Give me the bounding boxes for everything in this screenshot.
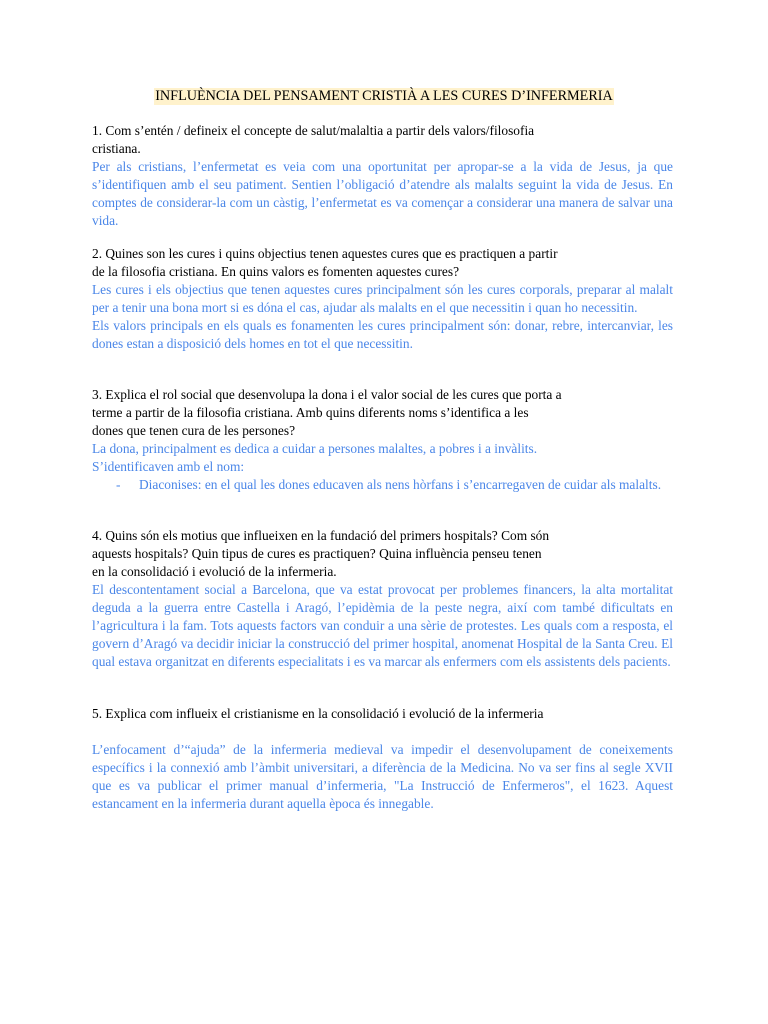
section-5 (92, 705, 673, 813)
answer-3-paragraph-2: S’identificaven amb el nom: (92, 459, 245, 474)
answer-1-paragraph: Per als cristians, l’enfermetat es veia com una oportunitat per apropar-se a la vida de Jesus, ja que s’identifiquen amb el seu patiment. Sentien l’obligació d’atendre als malalts seguint la vida de Jesus. En comptes de considerar-la com un càstig, l’enfermetat es va començar a considerar una manera de salvar una vida. (92, 159, 673, 228)
bullet-dash: - (116, 477, 121, 492)
question-1-line-1: 1. Com s’entén / defineix el concepte de salut/malaltia a partir dels valors/filosofia (92, 123, 535, 138)
question-4-line-2: aquests hospitals? Quin tipus de cures es practiquen? Quina influència penseu tenen (92, 546, 542, 561)
question-1-line-2: cristiana. (92, 141, 141, 156)
question-2-line-2: de la filosofia cristiana. En quins valors es fomenten aquestes cures? (92, 264, 460, 279)
question-5-line-1: 5. Explica com influeix el cristianisme en la consolidació i evolució de la infermeria (92, 706, 544, 721)
answer-3-paragraph-1: La dona, principalment es dedica a cuidar a persones malaltes, a pobres i a invàlits. (92, 441, 538, 456)
bullet-text: Diaconises: en el qual les dones educaven als nens hòrfans i s’encarregaven de cuidar als malalts. (139, 477, 662, 492)
section-2 (92, 245, 673, 353)
answer-4-paragraph: El descontentament social a Barcelona, que va estat provocat per problemes financers, la alta mortalitat deguda a la guerra entre Castella i Aragó, l’epidèmia de la peste negra, així com també dificultats en l’agricultura i la fam. Tots aquests factors van conduir a una sèrie de protestes. Les quals com a resposta, el govern d’Aragó va decidir iniciar la construcció del primer hospital, anomenat Hospital de la Santa Creu. El qual estava organitzat en diferents especialitats i es va marcar als enfermers com els assistents dels pacients. (92, 582, 673, 669)
question-3-line-1: 3. Explica el rol social que desenvolupa la dona i el valor social de les cures que porta a (92, 387, 562, 402)
question-4-line-3: en la consolidació i evolució de la infermeria. (92, 564, 337, 579)
answer-2-paragraph-2: Els valors principals en els quals es fonamenten les cures principalment són: donar, rebre, intercanviar, les dones estan a disposició dels homes en tot el que necessitin. (92, 318, 673, 351)
question-2-line-1: 2. Quines son les cures i quins objectius tenen aquestes cures que es practiquen a partir (92, 246, 558, 261)
title-wrap (0, 87, 768, 105)
section-1 (92, 122, 673, 230)
document-title: INFLUÈNCIA DEL PENSAMENT CRISTIÀ A LES CURES D’INFERMERIA (155, 88, 613, 104)
answer-2-paragraph-1: Les cures i els objectius que tenen aquestes cures principalment són les cures corporals, preparar al malalt per a tenir una bona mort si es dóna el cas, ajudar als malalts en el que necessitin i quan ho necessitin. (92, 282, 673, 315)
question-3-line-3: dones que tenen cura de les persones? (92, 423, 296, 438)
question-3-line-2: terme a partir de la filosofia cristiana. Amb quins diferents noms s’identifica a les (92, 405, 529, 420)
answer-5-paragraph: L’enfocament d’“ajuda” de la infermeria medieval va impedir el desenvolupament de coneixements específics i la connexió amb l’àmbit universitari, a diferència de la Medicina. No va ser fins al segle XVII que es va publicar el primer manual d’infermeria, "La Instrucció de Enfermeros", el 1623. Aquest estancament en la infermeria durant aquella època és innegable. (92, 742, 673, 811)
answer-3-bullet-item (92, 476, 673, 494)
section-4 (92, 527, 673, 671)
section-3 (92, 386, 673, 494)
question-4-line-1: 4. Quins són els motius que influeixen en la fundació del primers hospitals? Com són (92, 528, 550, 543)
